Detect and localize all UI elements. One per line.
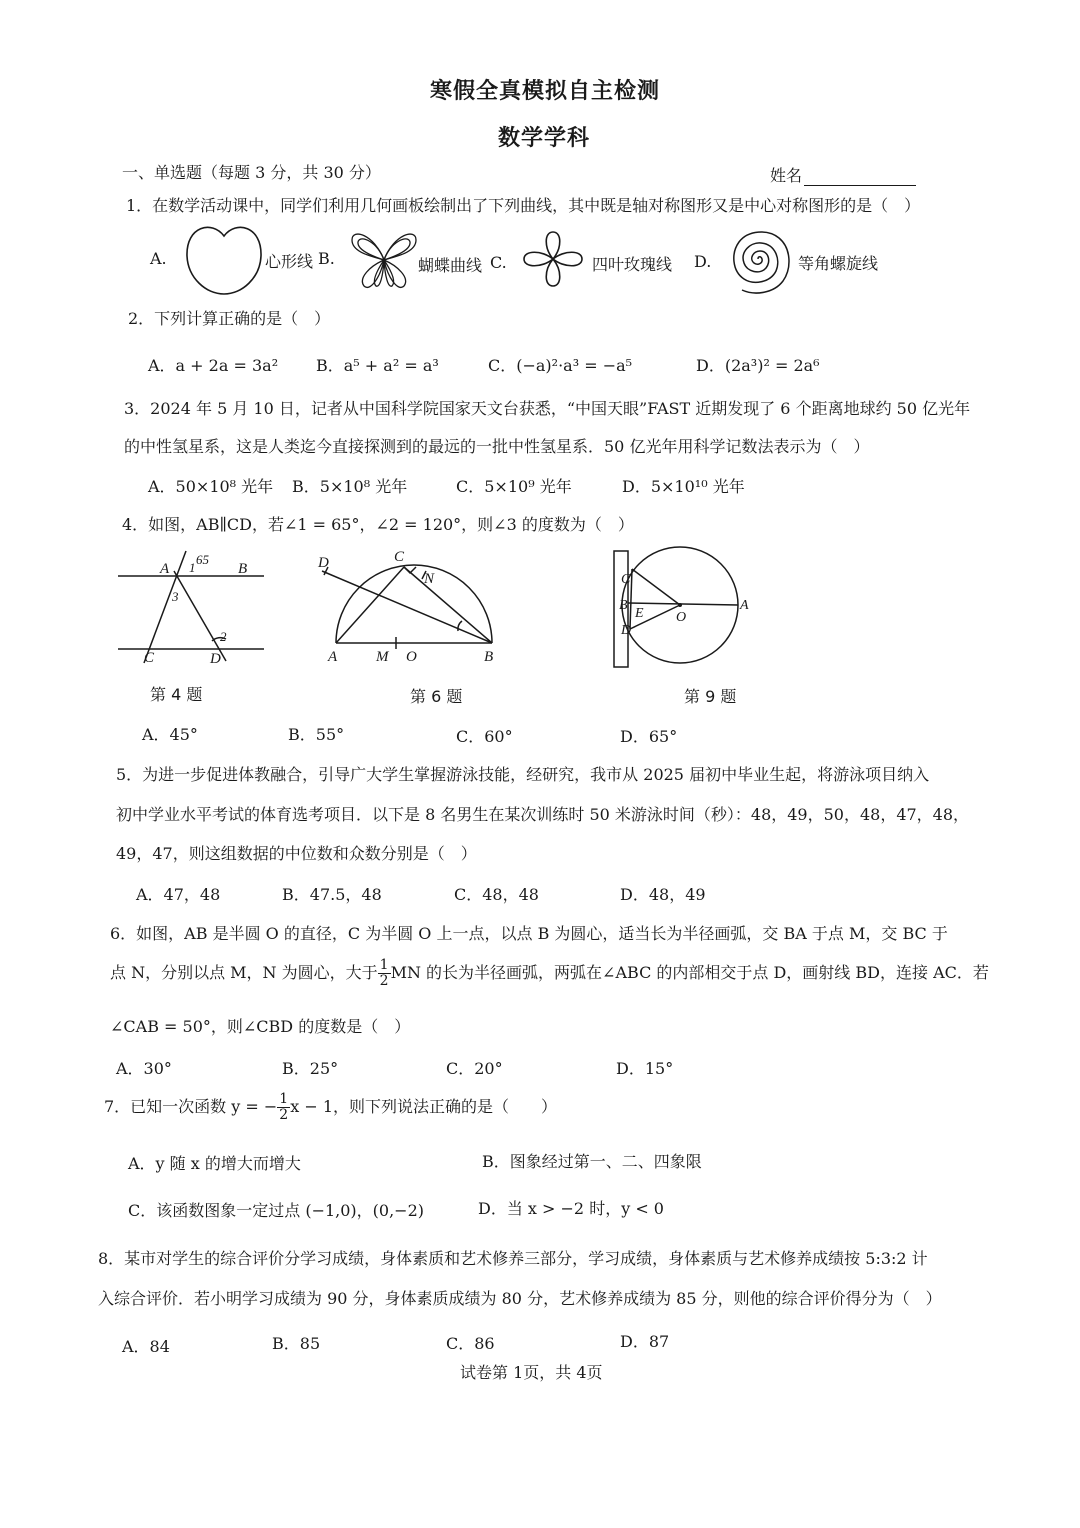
q1-option-d-label: 等角螺旋线 — [798, 254, 879, 273]
figure-q6 — [308, 543, 504, 671]
q4-option-d: D．65° — [620, 727, 678, 746]
fig6-label-b: B — [484, 649, 494, 665]
fig4-label-65: 65 — [196, 552, 209, 567]
q6-stem-line2-pre: 点 N，分别以点 M，N 为圆心，大于 — [110, 963, 378, 982]
q6-option-c: C．20° — [446, 1059, 503, 1078]
q1-option-c-letter: C. — [490, 253, 507, 272]
page-footer: 试卷第 1页，共 4页 — [460, 1363, 603, 1382]
fig6-label-a: A — [328, 649, 338, 665]
q5-stem-line3: 49，47，则这组数据的中位数和众数分别是（ ） — [116, 844, 477, 863]
q6-frac-num: 1 — [379, 957, 389, 973]
fig4-caption: 第 4 题 — [150, 685, 203, 704]
exam-title: 寒假全真模拟自主检测 — [430, 79, 661, 104]
q1-option-a-letter: A. — [150, 249, 167, 268]
q6-frac-den: 2 — [379, 973, 389, 989]
q5-stem-line1: 5．为进一步促进体教融合，引导广大学生掌握游泳技能，经研究，我市从 2025 届初中毕业生起，将游泳项目纳入 — [116, 765, 930, 784]
q4-option-b: B．55° — [288, 725, 345, 744]
fig9-label-e: E — [635, 606, 644, 621]
fig9-label-b: B — [619, 598, 628, 613]
fig9-label-a: A — [740, 598, 749, 613]
q5-option-d: D．48，49 — [620, 885, 706, 904]
name-blank — [804, 169, 916, 186]
fig6-label-n: N — [424, 571, 435, 587]
q4-option-c: C．60° — [456, 727, 513, 746]
subject-title: 数学学科 — [498, 126, 591, 151]
q6-option-d: D．15° — [616, 1059, 674, 1078]
q3-option-b: B．5×10⁸ 光年 — [292, 477, 408, 496]
q2-option-d: D．(2a³)² = 2a⁶ — [696, 356, 820, 375]
q2-option-c: C．(−a)²·a³ = −a⁵ — [488, 356, 633, 375]
q3-option-d: D．5×10¹⁰ 光年 — [622, 477, 745, 496]
q5-stem-line2: 初中学业水平考试的体育选考项目．以下是 8 名男生在某次训练时 50 米游泳时间（秒）：48，49，50，48，47，48， — [116, 805, 970, 824]
q5-option-a: A．47，48 — [136, 885, 221, 904]
q5-option-c: C．48，48 — [454, 885, 539, 904]
cardioid-figure — [184, 222, 264, 298]
q7-stem-pre: 7．已知一次函数 y = − — [104, 1097, 278, 1116]
q7-option-b: B．图象经过第一、二、四象限 — [482, 1152, 702, 1171]
q6-option-a: A．30° — [116, 1059, 172, 1078]
fig4-label-1: 1 — [189, 560, 196, 575]
q4-stem: 4．如图，AB∥CD，若∠1 = 65°，∠2 = 120°，则∠3 的度数为（ ） — [122, 515, 634, 534]
q1-option-b-label: 蝴蝶曲线 — [418, 256, 483, 275]
q8-stem-line1: 8．某市对学生的综合评价分学习成绩，身体素质和艺术修养三部分，学习成绩，身体素质与艺术修养成绩按 5:3:2 计 — [98, 1249, 928, 1268]
q5-option-b: B．47.5，48 — [282, 885, 382, 904]
q1-option-a-label: 心形线 — [265, 252, 314, 271]
q3-stem-line1: 3．2024 年 5 月 10 日，记者从中国科学院国家天文台获悉，“中国天眼”FAST 近期发现了 6 个距离地球约 50 亿光年 — [124, 399, 971, 418]
q6-stem-line1: 6．如图，AB 是半圆 O 的直径，C 为半圆 O 上一点，以点 B 为圆心，适当长为半径画弧，交 BA 于点 M，交 BC 于 — [110, 924, 948, 943]
equiangular-spiral-figure — [720, 221, 796, 297]
q7-option-d: D．当 x > −2 时，y < 0 — [478, 1199, 664, 1218]
fig4-label-c: C — [144, 650, 155, 666]
q3-option-a: A．50×10⁸ 光年 — [148, 477, 274, 496]
q3-option-c: C．5×10⁹ 光年 — [456, 477, 572, 496]
q7-fraction — [277, 1092, 290, 1123]
q7-stem-post: x − 1，则下列说法正确的是（ ） — [290, 1097, 558, 1116]
fig9-label-o: O — [676, 610, 687, 625]
q8-stem-line2: 入综合评价．若小明学习成绩为 90 分，身体素质成绩为 80 分，艺术修养成绩为 85 分，则他的综合评价得分为（ ） — [98, 1289, 942, 1308]
q7-frac-num: 1 — [279, 1091, 289, 1107]
q2-stem: 2．下列计算正确的是（ ） — [128, 309, 331, 328]
fig6-label-c: C — [394, 549, 405, 565]
fig6-label-m: M — [376, 649, 389, 665]
q7-stem — [104, 1092, 557, 1123]
name-field — [770, 163, 916, 186]
q6-fraction — [378, 958, 391, 989]
fig9-label-d: D — [621, 623, 632, 638]
q6-stem-line3: ∠CAB = 50°，则∠CBD 的度数是（ ） — [110, 1017, 411, 1036]
fig9-label-c: C — [621, 572, 631, 587]
q6-option-b: B．25° — [282, 1059, 339, 1078]
q1-option-b-letter: B. — [318, 249, 335, 268]
q2-option-a: A．a + 2a = 3a² — [148, 356, 279, 375]
q6-stem-line2 — [110, 958, 989, 989]
q3-stem-line2: 的中性氢星系，这是人类迄今直接探测到的最远的一批中性氢星系．50 亿光年用科学记数法表示为（ ） — [124, 437, 870, 456]
q8-option-b: B．85 — [272, 1334, 321, 1353]
q7-option-c: C．该函数图象一定过点 (−1,0)，(0,−2) — [128, 1201, 425, 1220]
q4-option-a: A．45° — [142, 725, 198, 744]
fig9-caption: 第 9 题 — [684, 687, 737, 706]
q8-option-c: C．86 — [446, 1334, 495, 1353]
fig6-caption: 第 6 题 — [410, 687, 463, 706]
q1-option-d-letter: D. — [694, 252, 712, 271]
fig6-label-o: O — [406, 649, 417, 665]
q8-option-a: A．84 — [122, 1337, 170, 1356]
q8-option-d: D．87 — [620, 1332, 670, 1351]
q2-option-b: B．a⁵ + a² = a³ — [316, 356, 439, 375]
figure-q9 — [608, 545, 758, 671]
name-label: 姓名 — [770, 166, 803, 185]
q6-stem-line2-post: MN 的长为半径画弧，两弧在∠ABC 的内部相交于点 D，画射线 BD，连接 AC．若 — [390, 963, 989, 982]
q1-option-c-label: 四叶玫瑰线 — [592, 255, 673, 274]
q1-stem: 1．在数学活动课中，同学们利用几何画板绘制出了下列曲线，其中既是轴对称图形又是中心对称图形的是（ ） — [126, 196, 921, 215]
fig4-label-3: 3 — [172, 589, 179, 604]
butterfly-curve-figure — [348, 226, 420, 294]
q7-frac-den: 2 — [279, 1107, 289, 1123]
figure-q4 — [114, 545, 270, 671]
fig6-label-d: D — [318, 555, 329, 571]
fig4-label-2: 2 — [220, 629, 227, 644]
section-title: 一、单选题（每题 3 分，共 30 分） — [122, 163, 381, 182]
fig4-label-d: D — [210, 651, 221, 667]
q7-option-a: A．y 随 x 的增大而增大 — [128, 1154, 301, 1173]
four-leaf-rose-figure — [520, 228, 586, 290]
fig4-label-b: B — [238, 561, 248, 577]
fig4-label-a: A — [160, 561, 170, 577]
